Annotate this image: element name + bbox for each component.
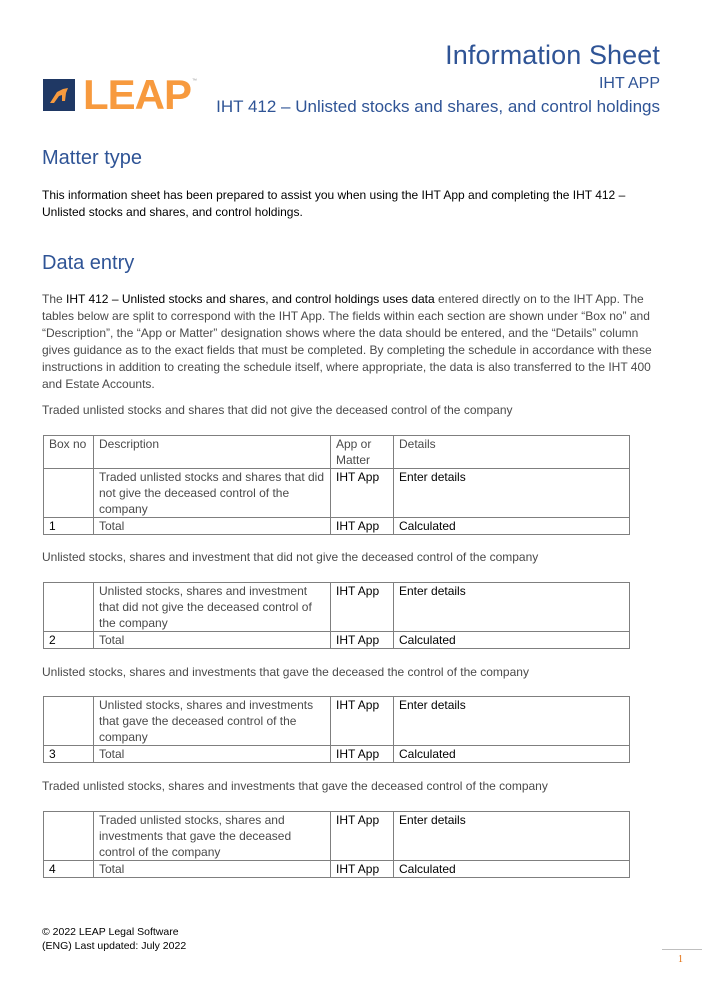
cell-details: Calculated [394, 861, 630, 878]
data-entry-heading: Data entry [42, 252, 135, 274]
cell-description: Total [94, 861, 331, 878]
intro-prefix: The [42, 292, 67, 306]
table-row [44, 583, 630, 632]
cell-description: Total [94, 632, 331, 649]
app-subtitle: IHT APP [598, 75, 660, 92]
table-row [44, 746, 630, 763]
cell-box [44, 697, 94, 746]
leap-logo [43, 71, 198, 118]
section-4-caption: Traded unlisted stocks, shares and investments that gave the deceased control of the company [42, 779, 548, 793]
cell-details: Enter details [394, 469, 630, 518]
cell-box [44, 469, 94, 518]
form-title: IHT 412 – Unlisted stocks and shares, and control holdings [216, 97, 660, 116]
cell-box: 4 [44, 861, 94, 878]
section-4-table [43, 811, 630, 878]
matter-type-body: This information sheet has been prepared to assist you when using the IHT App and completing the IHT 412 – Unlisted stocks and shares, and control holdings. [42, 188, 626, 219]
cell-app: IHT App [331, 583, 394, 632]
cell-details: Calculated [394, 746, 630, 763]
header-box-no: Box no [44, 436, 94, 469]
cell-box [44, 583, 94, 632]
matter-type-heading: Matter type [42, 147, 143, 169]
trademark-mark: ™ [192, 78, 198, 84]
header-app-or-matter: App or Matter [331, 436, 394, 469]
copyright-text: © 2022 LEAP Legal Software [42, 926, 179, 938]
table-row [44, 518, 630, 535]
table-row [44, 861, 630, 878]
cell-app: IHT App [331, 518, 394, 535]
cell-app: IHT App [331, 861, 394, 878]
leap-logo-text: LEAP [83, 71, 192, 118]
cell-description: Unlisted stocks, shares and investment that did not give the deceased control of the company [94, 583, 331, 632]
page-number-rule [662, 949, 702, 950]
table-row [44, 632, 630, 649]
table-row [44, 812, 630, 861]
cell-app: IHT App [331, 812, 394, 861]
intro-rest: entered directly on to the IHT App. The tables below are split to correspond with the IHT App. The fields within each section are shown under “Box no” and “Description”, the “App or Matter” designation shows where the data should be entered, and the “Details” column gives guidance as to the exact fields that must be completed. By completing the schedule in accordance with these instructions in addition to creating the schedule itself, where appropriate, the data is also transferred to the IHT 400 and Estate Accounts. [42, 292, 652, 391]
cell-app: IHT App [331, 697, 394, 746]
cell-description: Total [94, 518, 331, 535]
table-row [44, 697, 630, 746]
cell-box: 3 [44, 746, 94, 763]
header-description: Description [94, 436, 331, 469]
cell-box [44, 812, 94, 861]
cell-app: IHT App [331, 632, 394, 649]
intro-form-name: IHT 412 – Unlisted stocks and shares, and control holdings uses data [66, 292, 435, 306]
cell-description: Traded unlisted stocks and shares that did not give the deceased control of the company [94, 469, 331, 518]
last-updated-text: (ENG) Last updated: July 2022 [42, 940, 187, 952]
header-details: Details [394, 436, 630, 469]
cell-details: Calculated [394, 632, 630, 649]
leap-logo-mark-icon [43, 79, 75, 111]
section-2-caption: Unlisted stocks, shares and investment that did not give the deceased control of the company [42, 550, 539, 564]
section-3-table [43, 696, 630, 763]
page-number: 1 [678, 954, 683, 965]
table-header-row [44, 436, 630, 469]
cell-details: Calculated [394, 518, 630, 535]
cell-app: IHT App [331, 469, 394, 518]
cell-details: Enter details [394, 697, 630, 746]
section-1-caption: Traded unlisted stocks and shares that did not give the deceased control of the company [42, 403, 513, 417]
data-entry-body [42, 291, 662, 393]
section-1-table [43, 435, 630, 535]
cell-details: Enter details [394, 812, 630, 861]
cell-details: Enter details [394, 583, 630, 632]
cell-box: 1 [44, 518, 94, 535]
cell-description: Unlisted stocks, shares and investments that gave the deceased control of the company [94, 697, 331, 746]
cell-description: Total [94, 746, 331, 763]
page-title: Information Sheet [445, 40, 660, 70]
cell-app: IHT App [331, 746, 394, 763]
cell-description: Traded unlisted stocks, shares and investments that gave the deceased control of the company [94, 812, 331, 861]
footer [42, 925, 186, 953]
table-row [44, 469, 630, 518]
section-2-table [43, 582, 630, 649]
section-3-caption: Unlisted stocks, shares and investments that gave the deceased the control of the company [42, 665, 529, 679]
cell-box: 2 [44, 632, 94, 649]
